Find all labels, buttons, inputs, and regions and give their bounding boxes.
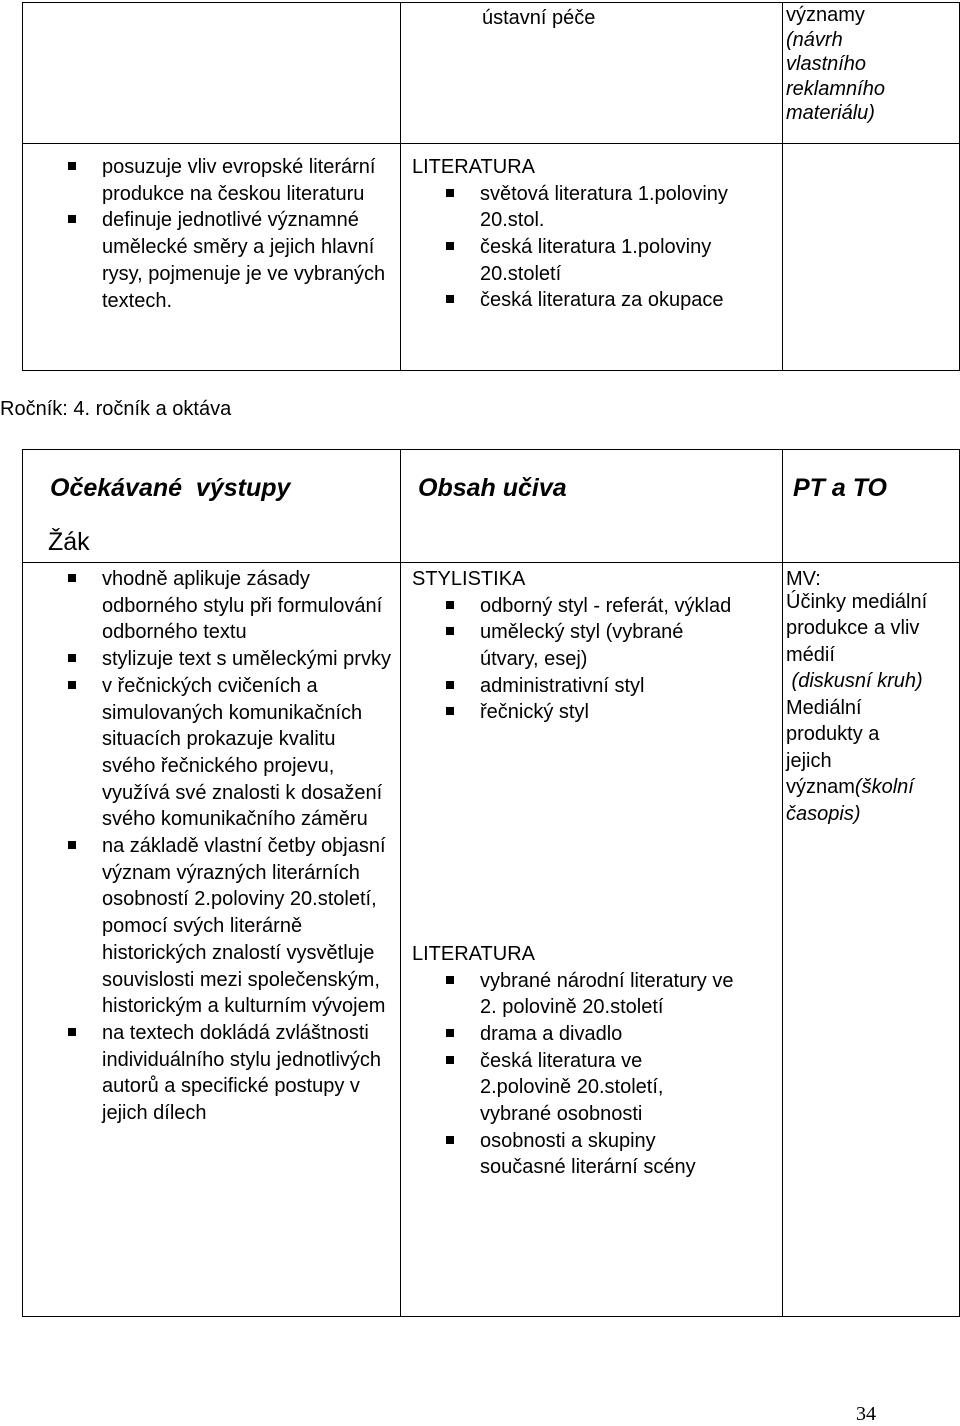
main-outcomes-list	[68, 566, 394, 1127]
main-table-col-divider-1	[400, 449, 401, 1317]
bullet-icon	[446, 189, 454, 197]
list-item-text: řečnický styl	[480, 701, 589, 724]
list-item	[446, 181, 766, 234]
bullet-icon	[68, 654, 76, 662]
list-item-text: posuzuje vliv evropské literární produkce na českou literaturu	[102, 156, 376, 205]
top-row1-col3-line: významy	[786, 4, 865, 26]
pt-line: produkty a	[786, 723, 880, 745]
list-item	[68, 646, 394, 673]
list-item-text: vhodně aplikuje zásady odborného stylu při formulování odborného textu	[102, 568, 383, 644]
pt-line: Mediální	[786, 696, 862, 719]
list-item	[446, 699, 776, 726]
list-item-text: česká literatura 1.poloviny 20.století	[480, 235, 712, 285]
pt-line-part: význam	[786, 776, 855, 798]
list-item-text: drama a divadlo	[480, 1022, 623, 1045]
stylistika-list	[446, 593, 776, 727]
list-item	[68, 207, 388, 314]
main-outcomes	[68, 566, 394, 1127]
bullet-icon	[68, 574, 76, 582]
top-table-bottom-border	[22, 370, 960, 371]
bullet-icon	[446, 1136, 454, 1144]
list-item	[446, 234, 780, 287]
pt-line	[786, 774, 958, 801]
list-item-text: odborný styl - referát, výklad	[480, 594, 732, 617]
list-item	[446, 619, 730, 672]
main-table-left-border	[22, 449, 23, 1317]
bullet-icon	[446, 242, 454, 250]
list-item	[68, 673, 394, 833]
list-item-text: na základě vlastní četby objasní význam výrazných literárních osobností 2.poloviny 20.století, pomocí svých literárně historických znalostí vysvětluje souvislosti mezi společenským, historickým a kulturním vývojem	[102, 835, 386, 1018]
top-table-col-divider-1	[400, 2, 401, 371]
pt-line: produkce a vliv	[786, 617, 920, 639]
pt-line: jejich	[786, 749, 832, 772]
top-row1-col3-line: vlastního	[786, 53, 867, 75]
top-table-row-divider	[22, 143, 960, 144]
list-item	[68, 566, 394, 646]
bullet-icon	[446, 707, 454, 715]
bullet-icon	[446, 681, 454, 689]
list-item-text: v řečnických cvičeních a simulovaných komunikačních situacích prokazuje kvalitu svého řečnického projevu, využívá své znalosti k dosažení svého komunikačního záměru	[102, 674, 383, 831]
list-item	[446, 968, 746, 1021]
bullet-icon	[446, 1029, 454, 1037]
bullet-icon	[446, 295, 454, 303]
list-item	[446, 1128, 740, 1181]
list-item-text: stylizuje text s uměleckými prvky	[102, 648, 391, 671]
list-item	[68, 1020, 394, 1127]
stylistika-heading: STYLISTIKA	[412, 568, 526, 590]
top-row1-col2	[482, 5, 595, 32]
top-content-heading: LITERATURA	[412, 156, 535, 178]
list-item-text: světová literatura 1.poloviny 20.stol.	[480, 182, 728, 232]
bullet-icon	[446, 976, 454, 984]
list-item	[68, 154, 388, 207]
top-content-list	[446, 181, 766, 315]
list-item-text: osobnosti a skupiny současné literární scény	[480, 1129, 696, 1179]
top-row1-col3-line: (návrh	[786, 28, 843, 51]
pt-mv-label: MV:	[786, 568, 821, 590]
pt-line: (diskusní kruh)	[786, 670, 923, 692]
top-table-col-divider-2	[782, 2, 783, 371]
pt-line-part: (školní	[854, 776, 914, 798]
list-item-text: administrativní styl	[480, 674, 645, 697]
pt-line: časopis)	[786, 802, 861, 825]
top-row1-col3-line: materiálu)	[786, 102, 875, 124]
list-item-text: vybrané národní literatury ve 2. polovině 20.století	[480, 969, 734, 1019]
main-table-top-border	[22, 449, 960, 450]
list-item-text: umělecký styl (vybrané útvary, esej)	[480, 621, 684, 670]
literatura-section	[412, 941, 780, 1181]
literatura-list	[446, 968, 746, 1182]
pt-line: Účinky mediální	[786, 590, 928, 613]
list-item	[446, 287, 766, 314]
list-item	[68, 833, 394, 1020]
list-item-text: česká literatura za okupace	[480, 289, 724, 312]
top-outcomes-list	[68, 154, 388, 314]
bullet-icon	[446, 627, 454, 635]
top-row1-col3	[786, 3, 885, 126]
bullet-icon	[68, 841, 76, 849]
list-item	[446, 593, 776, 620]
top-row1-col2-text: ústavní péče	[482, 7, 596, 29]
grade-label: Ročník: 4. ročník a oktáva	[0, 398, 232, 420]
bullet-icon	[68, 681, 76, 689]
header-pt-to: PT a TO	[793, 474, 888, 502]
bullet-icon	[68, 1028, 76, 1036]
list-item	[446, 1048, 710, 1128]
main-table-bottom-border	[22, 1316, 960, 1317]
stylistika-section	[412, 566, 780, 726]
literatura-heading: LITERATURA	[412, 943, 535, 965]
header-content: Obsah učiva	[418, 474, 567, 502]
main-table-header-divider	[22, 562, 960, 563]
header-expected-outcomes: Očekávané výstupy	[50, 474, 291, 502]
list-item-text: na textech dokládá zvláštnosti individuálního stylu jednotlivých autorů a specifické postupy v jejich dílech	[102, 1021, 382, 1125]
pt-line: médií	[786, 643, 835, 666]
top-table-left-border	[22, 2, 23, 371]
pt-to-cell	[786, 566, 958, 827]
bullet-icon	[68, 162, 76, 170]
list-item-text: definuje jednotlivé významné umělecké směry a jejich hlavní rysy, pojmenuje je ve vybraných textech.	[102, 209, 386, 312]
bullet-icon	[446, 1056, 454, 1064]
bullet-icon	[68, 215, 76, 223]
zak-label: Žák	[48, 528, 90, 556]
main-table-col-divider-2	[782, 449, 783, 1317]
list-item-text: česká literatura ve 2.polovině 20.století, vybrané osobnosti	[480, 1049, 664, 1126]
top-row2-content	[412, 154, 780, 314]
top-row1-col3-line: reklamního	[786, 77, 885, 100]
page-number: 34	[856, 1403, 876, 1425]
list-item	[446, 673, 776, 700]
top-row2-outcomes	[68, 154, 388, 314]
bullet-icon	[446, 601, 454, 609]
list-item	[446, 1021, 746, 1048]
